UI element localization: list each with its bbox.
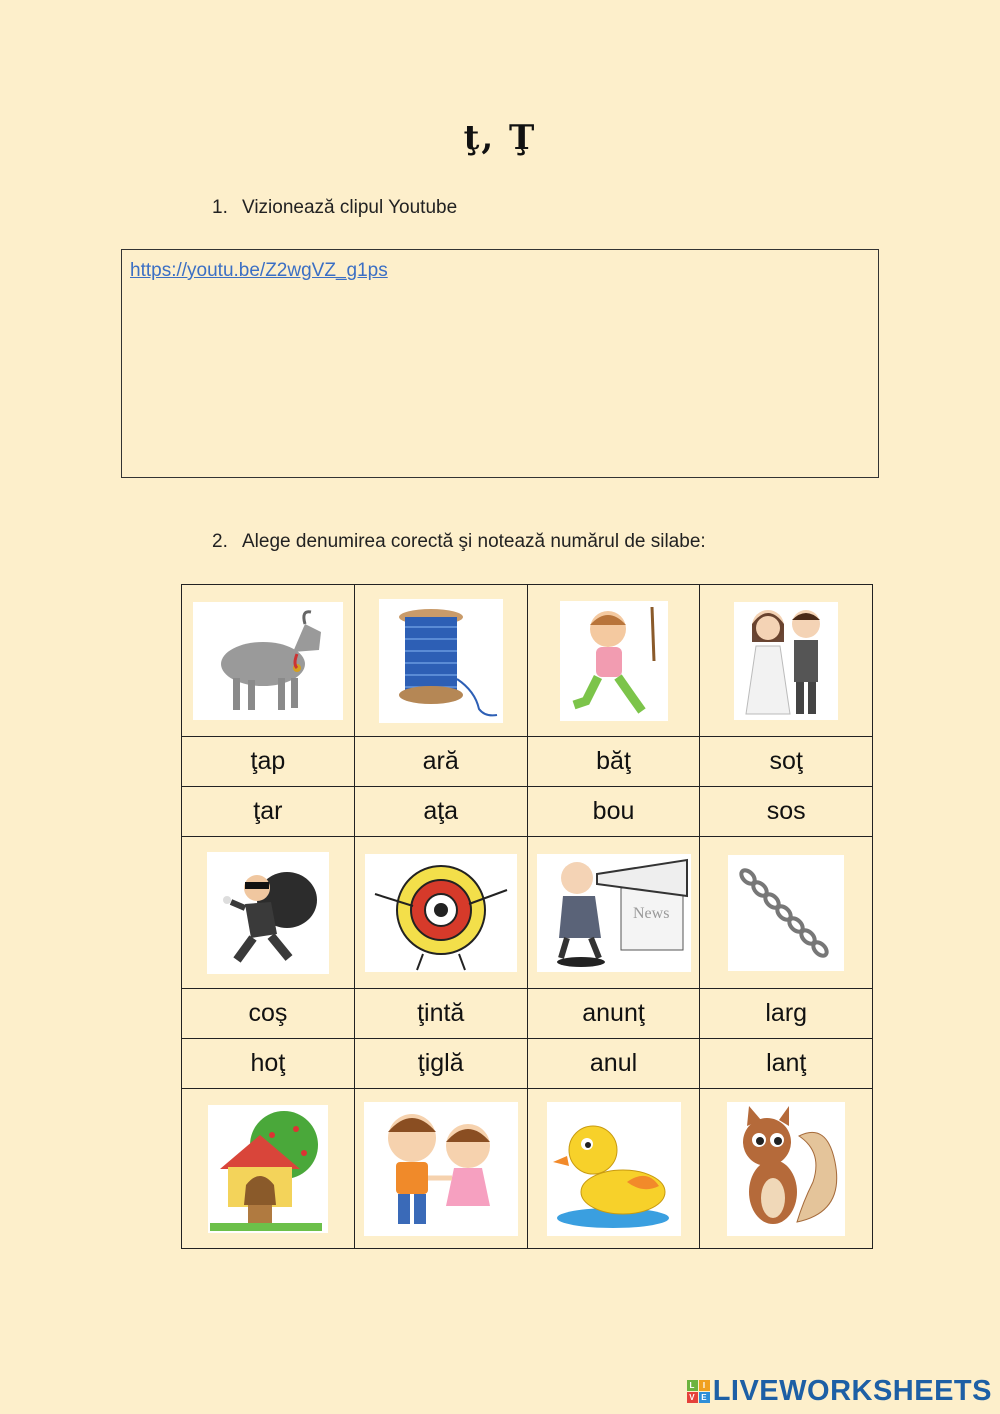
picture-row: [182, 1089, 873, 1249]
choice-row: [182, 989, 873, 1039]
link-box: [121, 249, 879, 478]
word-choice[interactable]: ţap: [182, 737, 355, 787]
page-title: ţ, Ţ: [463, 118, 537, 158]
word-choice[interactable]: ţiglă: [354, 1039, 527, 1089]
svg-text:News: News: [632, 904, 669, 922]
target-image: [365, 854, 517, 972]
choice-row: [182, 787, 873, 837]
word-choice[interactable]: sos: [700, 787, 873, 837]
duck-image: [547, 1102, 681, 1236]
word-choice[interactable]: ţintă: [354, 989, 527, 1039]
picture-row: [182, 837, 873, 989]
word-choice[interactable]: ţar: [182, 787, 355, 837]
thief-image: [207, 852, 329, 974]
word-choice[interactable]: anul: [527, 1039, 700, 1089]
bride-and-groom-image: [734, 602, 838, 720]
word-choice[interactable]: băţ: [527, 737, 700, 787]
chain-image: [728, 855, 844, 971]
liveworksheets-logo: [687, 1375, 992, 1408]
word-choice[interactable]: coş: [182, 989, 355, 1039]
choice-row: [182, 1039, 873, 1089]
picture-row: [182, 585, 873, 737]
word-choice[interactable]: bou: [527, 787, 700, 837]
word-choice[interactable]: aţa: [354, 787, 527, 837]
logo-badge-icon: L I V E: [687, 1380, 710, 1403]
children-image: [364, 1102, 518, 1236]
word-choice[interactable]: soţ: [700, 737, 873, 787]
announcer-megaphone-image: [537, 854, 691, 972]
brand-text: LIVEWORKSHEETS: [712, 1375, 992, 1407]
goat-image: [193, 602, 343, 720]
word-choice[interactable]: anunţ: [527, 989, 700, 1039]
instruction-1: 1. Vizionează clipul Youtube: [212, 197, 458, 218]
child-with-stick-image: [560, 601, 668, 721]
choice-row: [182, 737, 873, 787]
word-choice[interactable]: hoţ: [182, 1039, 355, 1089]
instruction-2: 2. Alege denumirea corectă şi notează numărul de silabe:: [212, 531, 706, 552]
exercise-table: [181, 584, 873, 1249]
squirrel-image: [727, 1102, 845, 1236]
word-choice[interactable]: lanţ: [700, 1039, 873, 1089]
thread-spool-image: [379, 599, 503, 723]
youtube-link[interactable]: https://youtu.be/Z2wgVZ_g1ps: [130, 260, 388, 281]
word-choice[interactable]: larg: [700, 989, 873, 1039]
chicken-coop-image: [208, 1105, 328, 1233]
word-choice[interactable]: ară: [354, 737, 527, 787]
